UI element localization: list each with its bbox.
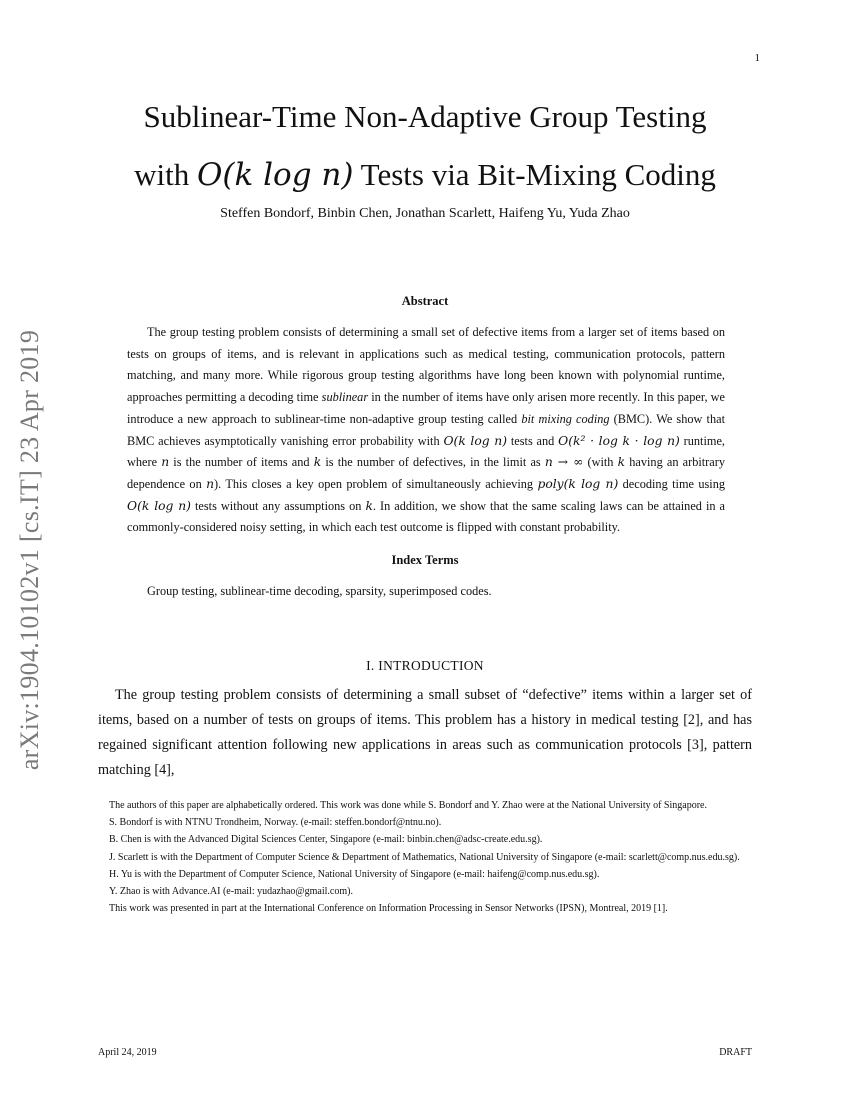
abstract-text: (with — [583, 455, 618, 470]
abstract-text: The group testing problem consists of determining a small set of defective items from a larger set of items based on tests on groups of items, and is relevant in applications such as medical testing, communication protocols, pattern matching, and many more. While rigorous group testing algorithms have long been known with polynomial runtime, approaches permitting a decoding time — [127, 325, 725, 405]
page-number: 1 — [754, 52, 760, 64]
abstract-text: ). This closes a key open problem of simultaneously achieving — [214, 476, 538, 491]
abstract-text: in the number of items have only arisen more recently. In this paper, we introduce a new approach to sublinear-time non-adaptive group testing called — [127, 390, 726, 426]
abstract-math: O(k² · log k · log n) — [558, 433, 680, 448]
abstract-text: is the number of items and — [169, 455, 314, 470]
introduction-heading: I. INTRODUCTION — [366, 658, 484, 673]
abstract-emphasis: sublinear — [321, 390, 369, 405]
abstract-text: . In addition, we show that the same scaling laws can be attained in a commonly-considered noisy setting, in which each test outcome is flipped with constant probability. — [127, 498, 725, 535]
author-list: Steffen Bondorf, Binbin Chen, Jonathan Scarlett, Haifeng Yu, Yuda Zhao — [220, 206, 630, 221]
abstract-heading: Abstract — [401, 294, 449, 308]
footer-date: April 24, 2019 — [98, 1047, 157, 1058]
footnote-7: This work was presented in part at the International Conference on Information Processing in Sensor Networks (IPSN), Montreal, 2019 [1]. — [109, 903, 668, 915]
abstract-math: n → ∞ — [544, 455, 584, 470]
title-prefix: with — [134, 157, 197, 192]
footnote-4: J. Scarlett is with the Department of Computer Science & Department of Mathematics, National University of Singapore (e-mail: scarlett@comp.nus.edu.sg). — [109, 851, 740, 863]
abstract-math: O(k log n) — [127, 498, 191, 513]
abstract-text: having an arbitrary dependence on — [127, 455, 725, 491]
arxiv-identifier-stamp: arXiv:1904.10102v1 [cs.IT] 23 Apr 2019 — [15, 329, 44, 771]
abstract-text: (BMC). We show that BMC achieves asymptotically vanishing error probability with — [127, 411, 725, 448]
footnote-1: The authors of this paper are alphabetically ordered. This work was done while S. Bondorf and Y. Zhao were at the National University of Singapore. — [109, 800, 707, 811]
author-footnotes — [98, 797, 752, 917]
abstract-math: poly(k log n) — [537, 476, 619, 491]
index-terms-text: Group testing, sublinear-time decoding, sparsity, superimposed codes. — [147, 584, 492, 598]
abstract-math: k — [365, 498, 373, 513]
title-line-1: Sublinear-Time Non-Adaptive Group Testing — [143, 99, 707, 134]
title-suffix: Tests via Bit-Mixing Coding — [353, 157, 716, 192]
abstract-paragraph — [127, 322, 725, 539]
abstract-math: O(k log n) — [443, 433, 508, 448]
footer-draft-label: DRAFT — [719, 1047, 752, 1058]
abstract-text: tests and — [507, 433, 559, 448]
abstract-text: runtime, where — [127, 433, 725, 470]
abstract-text: tests without any assumptions on — [190, 498, 366, 513]
title-line-2 — [60, 146, 790, 204]
title-math: O(k log n) — [197, 157, 354, 193]
abstract-math: k — [313, 455, 322, 470]
abstract-math: n — [206, 476, 215, 491]
footnote-2: S. Bondorf is with NTNU Trondheim, Norway. (e-mail: steffen.bondorf@ntnu.no). — [109, 817, 442, 829]
abstract-math: k — [617, 455, 626, 470]
abstract-math: n — [161, 455, 170, 470]
footnote-6: Y. Zhao is with Advance.AI (e-mail: yudazhao@gmail.com). — [109, 886, 353, 898]
footnote-5: H. Yu is with the Department of Computer Science, National University of Singapore (e-mail: haifeng@comp.nus.edu.sg). — [109, 868, 600, 880]
abstract-text: is the number of defectives, in the limit as — [321, 455, 545, 470]
abstract-emphasis: bit mixing coding — [521, 411, 610, 426]
index-terms-heading: Index Terms — [391, 553, 459, 567]
footnote-3: B. Chen is with the Advanced Digital Sciences Center, Singapore (e-mail: binbin.chen@adsc-create.edu.sg). — [109, 834, 543, 846]
abstract-text: decoding time using — [618, 476, 726, 491]
paper-title — [60, 88, 790, 204]
introduction-paragraph: The group testing problem consists of determining a small subset of “defective” items within a larger set of items, based on a number of tests on groups of items. This problem has a history in medical testing [2], and has regained significant attention following new applications in areas such as communication protocols [3], pattern matching [4], — [98, 687, 752, 778]
